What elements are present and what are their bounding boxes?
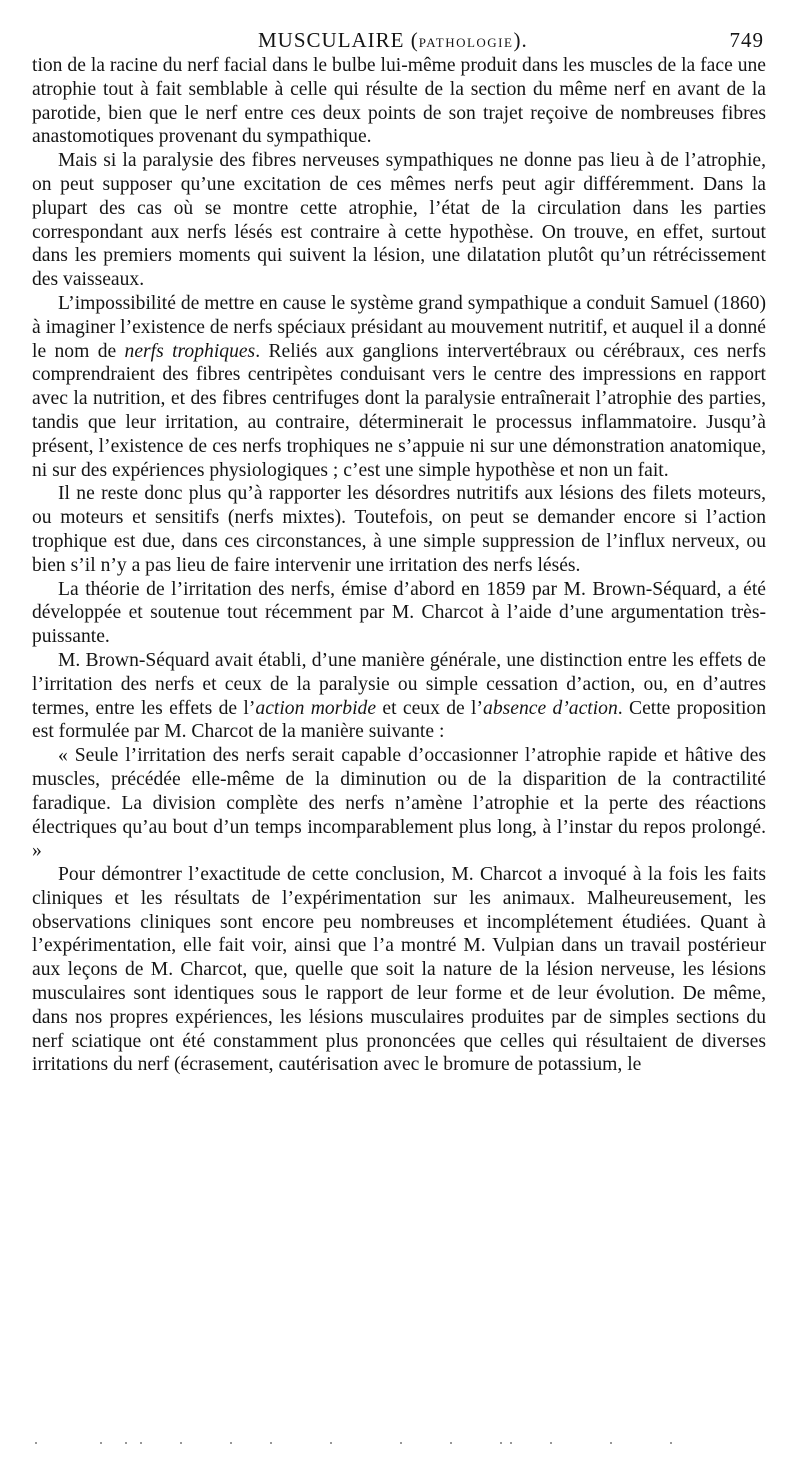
italic-term: action morbide: [255, 697, 377, 719]
page-number: 749: [729, 28, 764, 52]
paragraph-6: [32, 649, 766, 744]
speck: [500, 1442, 502, 1444]
paragraph-2: [32, 149, 766, 292]
paragraph-4: [32, 482, 766, 577]
running-title-subtitle: PATHOLOGIE: [418, 35, 514, 50]
paragraph-7: [32, 744, 766, 863]
speck: [35, 1442, 37, 1444]
text-run: « Seule l’irritation des nerfs serait capable d’occasionner l’atrophie rapide et hâtive des muscles, précédée elle-même de la diminution ou de la disparition de la contractilité faradique. La division complète des nerfs n’amène l’atrophie et la perte des réactions électriques qu’au bout d’un temps incomparablement plus long, à l’instar du repos prolongé. »: [32, 745, 766, 862]
paragraph-5: [32, 578, 766, 649]
running-title-end: ).: [513, 28, 528, 52]
running-header: [32, 28, 766, 54]
text-run: et ceux de l’: [376, 697, 484, 719]
body-text: [32, 54, 766, 1077]
speck: [610, 1442, 612, 1444]
speck: [180, 1442, 182, 1444]
speck: [510, 1442, 512, 1444]
running-title-main: MUSCULAIRE (: [258, 28, 419, 52]
running-title: [258, 28, 528, 53]
speck: [670, 1442, 672, 1444]
text-run: Il ne reste donc plus qu’à rapporter les désordres nutritifs aux lésions des filets moteurs, ou moteurs et sensitifs (nerfs mixtes). Toutefois, on peut se demander encore si l’action trophique est due, dans ces circonstances, à une simple suppression de l’influx nerveux, ou bien s’il n’y a pas lieu de faire intervenir une irritation des nerfs lésés.: [32, 483, 766, 576]
speck: [230, 1442, 232, 1444]
text-run: tion de la racine du nerf facial dans le bulbe lui-même produit dans les muscles de la face une atrophie tout à fait semblable à celle qui résulte de la section du même nerf en avant de la parotide, bien que le nerf entre ces deux points de son trajet reçoive de nombreuses fibres anastomotiques provenant du sympathique.: [32, 55, 766, 148]
italic-term: nerfs trophiques: [124, 340, 256, 362]
italic-term: absence d’action: [483, 697, 618, 719]
speck: [125, 1442, 127, 1444]
speck: [140, 1442, 142, 1444]
paragraph-3: [32, 292, 766, 482]
bottom-speckle: [30, 1440, 750, 1448]
text-run: L’impossibilité de mettre en cause le système grand sympathique a conduit Samuel (1860) à imaginer l’existence de nerfs spéciaux présidant au mouvement nutritif, et auquel il a donné le nom de: [32, 292, 766, 362]
speck: [450, 1442, 452, 1444]
paragraph-8: [32, 863, 766, 1077]
book-page: [32, 28, 766, 1388]
text-run: . Reliés aux ganglions intervertébraux ou cérébraux, ces nerfs comprendraient des fibres centripètes conduisant vers le centre des impressions en rapport avec la nutrition, et des fibres centrifuges dont la paralysie entraînerait l’atrophie des parties, tandis que leur irritation, au contraire, déterminerait le processus inflammatoire. Jusqu’à présent, l’existence de ces nerfs trophiques ne s’appuie ni sur une démonstration anatomique, ni sur des expériences physiologiques ; c’est une simple hypothèse et non un fait.: [32, 340, 766, 481]
speck: [270, 1442, 272, 1444]
text-run: Pour démontrer l’exactitude de cette conclusion, M. Charcot a invoqué à la fois les faits cliniques et les résultats de l’expérimentation sur les animaux. Malheureusement, les observations cliniques sont encore peu nombreuses et incomplétement étudiées. Quant à l’expérimentation, elle fait voir, ainsi que l’a montré M. Vulpian dans un travail postérieur aux leçons de M. Charcot, que, quelle que soit la nature de la lésion nerveuse, les lésions musculaires sont identiques sous le rapport de leur forme et de leur évolution. De même, dans nos propres expériences, les lésions musculaires produites par de simples sections du nerf sciatique ont été constamment plus prononcées que celles qui résultaient de diverses irritations du nerf (écrasement, cautérisation avec le bromure de potassium, le: [32, 864, 766, 1076]
text-run: M. Brown-Séquard avait établi, d’une manière générale, une distinction entre les effets de l’irritation des nerfs et ceux de la paralysie ou simple cessation d’action, ou, en d’autres termes, entre les effets de l’: [32, 649, 766, 719]
text-run: La théorie de l’irritation des nerfs, émise d’abord en 1859 par M. Brown-Séquard, a été développée et soutenue tout récemment par M. Charcot à l’aide d’une argumentation très-puissante.: [32, 578, 766, 648]
text-run: Mais si la paralysie des fibres nerveuses sympathiques ne donne pas lieu à de l’atrophie, on peut supposer qu’une excitation de ces mêmes nerfs peut agir différemment. Dans la plupart des cas où se montre cette atrophie, l’état de la circulation dans les parties correspondant aux nerfs lésés est contraire à cette hypothèse. On trouve, en effet, surtout dans les premiers moments qui suivent la lésion, une dilatation plutôt qu’un rétrécissement des vaisseaux.: [32, 150, 766, 291]
speck: [400, 1442, 402, 1444]
speck: [100, 1442, 102, 1444]
speck: [330, 1442, 332, 1444]
paragraph-1: [32, 54, 766, 149]
speck: [550, 1442, 552, 1444]
text-run: . Cette proposition est formulée par M. Charcot de la manière suivante :: [32, 697, 766, 743]
